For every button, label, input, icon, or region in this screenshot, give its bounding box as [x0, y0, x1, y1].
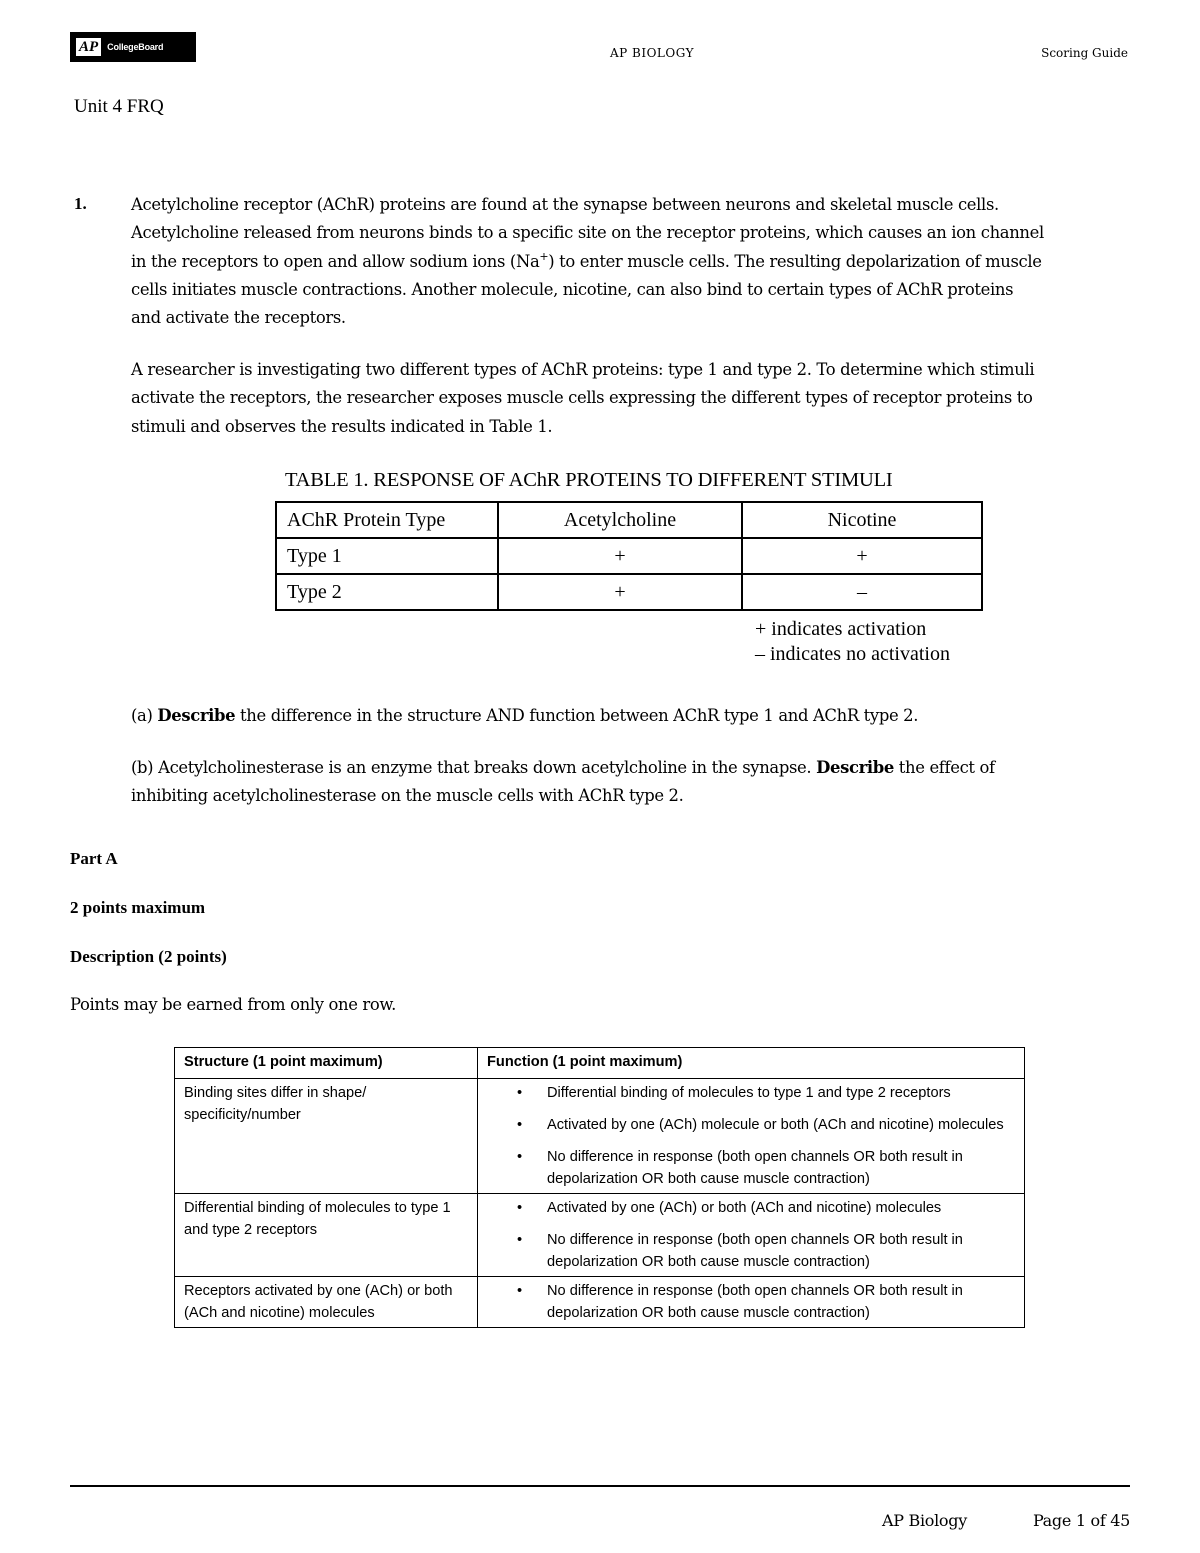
list-item-text: No difference in response (both open channels OR both result in depolarization OR both cause muscle contraction)	[547, 1232, 963, 1270]
text-line: and activate the receptors.	[131, 308, 346, 328]
text-line: A researcher is investigating two different types of AChR proteins: type 1 and type 2. To determine which stimuli	[131, 360, 1035, 379]
table1-header-row	[276, 502, 982, 538]
structure-cell: Differential binding of molecules to type 1 and type 2 receptors	[175, 1194, 478, 1277]
table1-cell: +	[498, 574, 742, 610]
text-line	[131, 702, 1131, 730]
list-item	[487, 1197, 1015, 1219]
question-paragraph-2	[131, 356, 1131, 441]
task-verb: Describe	[157, 706, 236, 725]
list-item-text: Activated by one (ACh) molecule or both (ACh and nicotine) molecules	[547, 1117, 1004, 1133]
page-number: Page 1 of 45	[1032, 1511, 1130, 1530]
scoring-table	[174, 1047, 1025, 1328]
list-item	[487, 1229, 1015, 1273]
table1-cell: +	[742, 538, 982, 574]
bullet-icon: •	[517, 1085, 523, 1101]
bullet-icon: •	[517, 1149, 523, 1165]
scoring-header-row	[175, 1048, 1025, 1079]
function-list	[487, 1082, 1015, 1190]
text-line: stimuli and observes the results indicated in Table 1.	[131, 416, 553, 436]
page-title: Unit 4 FRQ	[74, 96, 164, 117]
header-subject: AP BIOLOGY	[609, 46, 695, 60]
bullet-icon: •	[517, 1283, 523, 1299]
structure-header: Structure (1 point maximum)	[175, 1048, 478, 1079]
description-heading: Description (2 points)	[70, 947, 227, 966]
list-item	[487, 1114, 1015, 1136]
table1-cell: Type 2	[276, 574, 498, 610]
list-item-text: Activated by one (ACh) or both (ACh and nicotine) molecules	[547, 1200, 942, 1216]
table1-legend	[755, 617, 950, 667]
header-doc-type: Scoring Guide	[1041, 46, 1128, 60]
function-cell	[478, 1277, 1025, 1328]
logo-brand-text: CollegeBoard	[107, 42, 164, 52]
table1-header-cell: Acetylcholine	[498, 502, 742, 538]
function-list	[487, 1197, 1015, 1273]
text-segment: (b) Acetylcholinesterase is an enzyme that breaks down acetylcholine in the synapse.	[131, 758, 817, 777]
scoring-row	[175, 1194, 1025, 1277]
function-list	[487, 1280, 1015, 1324]
text-segment: in the receptors to open and allow sodium ions (Na	[131, 251, 540, 271]
superscript: +	[539, 249, 549, 263]
function-cell	[478, 1079, 1025, 1194]
text-line: cells initiates muscle contractions. Another molecule, nicotine, can also bind to certain types of AChR proteins	[131, 279, 1014, 299]
text-segment: ) to enter muscle cells. The resulting depolarization of muscle	[548, 251, 1042, 271]
bullet-icon: •	[517, 1117, 523, 1133]
list-item-text: Differential binding of molecules to type 1 and type 2 receptors	[547, 1085, 951, 1101]
table1-header-cell: Nicotine	[742, 502, 982, 538]
question-paragraph-1	[131, 191, 1131, 332]
text-line: inhibiting acetylcholinesterase on the muscle cells with AChR type 2.	[131, 786, 684, 806]
text-line	[131, 248, 1131, 276]
text-segment: the effect of	[893, 758, 995, 777]
structure-cell: Binding sites differ in shape/ specificity/number	[175, 1079, 478, 1194]
scoring-row	[175, 1079, 1025, 1194]
legend-activation: + indicates activation	[755, 618, 927, 640]
table1-row	[276, 574, 982, 610]
text-line: Acetylcholine receptor (AChR) proteins are found at the synapse between neurons and skeletal muscle cells.	[131, 195, 999, 214]
table1	[275, 501, 983, 611]
footer-divider	[70, 1485, 1130, 1487]
logo-ap-mark: AP	[76, 38, 101, 56]
list-item	[487, 1280, 1015, 1324]
list-item-text: No difference in response (both open channels OR both result in depolarization OR both cause muscle contraction)	[547, 1149, 963, 1187]
table1-header-cell: AChR Protein Type	[276, 502, 498, 538]
table1-cell: –	[742, 574, 982, 610]
footer-course: AP Biology	[882, 1511, 967, 1530]
bullet-icon: •	[517, 1232, 523, 1248]
bullet-icon: •	[517, 1200, 523, 1216]
text-line: Acetylcholine released from neurons binds to a specific site on the receptor proteins, which causes an ion channel	[131, 223, 1044, 243]
function-cell	[478, 1194, 1025, 1277]
part-a-heading: Part A	[70, 849, 118, 868]
table1-cell: Type 1	[276, 538, 498, 574]
function-header: Function (1 point maximum)	[478, 1048, 1025, 1079]
legend-no-activation: – indicates no activation	[755, 643, 950, 665]
text-line	[131, 754, 1131, 782]
question-number: 1.	[74, 194, 87, 213]
points-note: Points may be earned from only one row.	[70, 995, 397, 1014]
text-segment: the difference in the structure AND function between AChR type 1 and AChR type 2.	[235, 706, 919, 725]
task-verb: Describe	[816, 758, 894, 777]
table1-title: TABLE 1. RESPONSE OF AChR PROTEINS TO DIFFERENT STIMULI	[285, 469, 893, 491]
points-maximum: 2 points maximum	[70, 898, 206, 917]
scoring-row	[175, 1277, 1025, 1328]
table1-cell: +	[498, 538, 742, 574]
list-item-text: No difference in response (both open channels OR both result in depolarization OR both cause muscle contraction)	[547, 1283, 963, 1321]
structure-cell: Receptors activated by one (ACh) or both (ACh and nicotine) molecules	[175, 1277, 478, 1328]
list-item	[487, 1082, 1015, 1104]
text-line: activate the receptors, the researcher exposes muscle cells expressing the different types of receptor proteins to	[131, 388, 1033, 408]
list-item	[487, 1146, 1015, 1190]
part-b-prompt	[131, 754, 1131, 811]
table1-row	[276, 538, 982, 574]
text-segment: (a)	[131, 706, 158, 725]
part-a-prompt	[131, 702, 1131, 730]
